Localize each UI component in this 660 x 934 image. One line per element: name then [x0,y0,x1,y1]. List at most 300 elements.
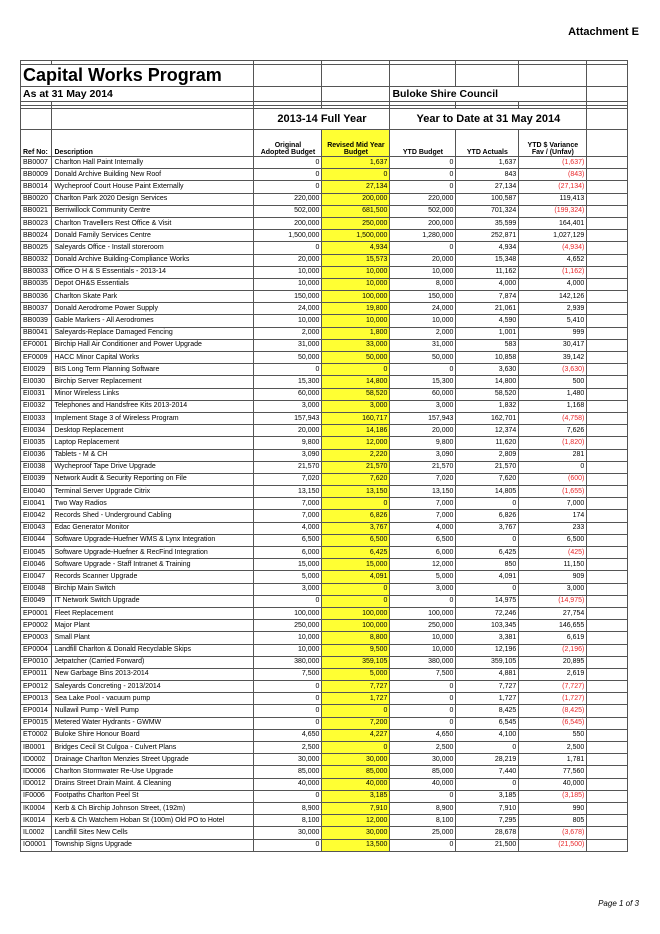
cell-ytd-actuals: 7,295 [456,815,519,827]
cell-ref: IK0014 [21,815,52,827]
cell-ytd-actuals: 162,701 [456,412,519,424]
cell-original-budget: 8,900 [254,802,322,814]
cell-variance: (1,655) [519,486,587,498]
cell-original-budget: 15,300 [254,376,322,388]
cell-original-budget: 30,000 [254,754,322,766]
cell-description: Birchip Main Switch [52,583,254,595]
cell-original-budget: 7,020 [254,473,322,485]
cell-revised-budget: 9,500 [322,644,390,656]
cell-ytd-actuals: 1,832 [456,400,519,412]
cell-variance: 0 [519,461,587,473]
cell-revised-budget: 12,000 [322,815,390,827]
cell-ref: BB0009 [21,169,52,181]
cell-ytd-actuals: 252,871 [456,230,519,242]
cell-spacer [587,242,628,254]
cell-ref: BB0032 [21,254,52,266]
col-header-ytd-budget: YTD Budget [390,130,456,157]
table-row [21,729,628,741]
cell-revised-budget: 33,000 [322,339,390,351]
table-row [21,364,628,376]
table-row [21,217,628,229]
cell-ytd-budget: 20,000 [390,425,456,437]
full-year-section-header: 2013-14 Full Year [254,109,390,130]
cell-ytd-budget: 12,000 [390,559,456,571]
cell-ref: ET0002 [21,729,52,741]
cell-variance: (1,820) [519,437,587,449]
cell-variance: 119,413 [519,193,587,205]
cell-spacer [587,425,628,437]
cell-revised-budget: 2,220 [322,449,390,461]
cell-original-budget: 0 [254,705,322,717]
cell-variance: 39,142 [519,352,587,364]
cell-revised-budget: 681,500 [322,205,390,217]
table-row [21,559,628,571]
cell-spacer [587,571,628,583]
cell-spacer [587,449,628,461]
cell-ytd-actuals: 2,809 [456,449,519,461]
table-row [21,437,628,449]
cell-ytd-budget: 0 [390,693,456,705]
cell-revised-budget: 19,800 [322,303,390,315]
cell-revised-budget: 50,000 [322,352,390,364]
table-row [21,595,628,607]
cell-original-budget: 6,500 [254,534,322,546]
table-row [21,705,628,717]
cell-ytd-actuals: 14,800 [456,376,519,388]
cell-ytd-budget: 380,000 [390,656,456,668]
cell-ytd-budget: 10,000 [390,266,456,278]
cell-variance: 7,626 [519,425,587,437]
cell-original-budget: 0 [254,693,322,705]
cell-variance: 11,150 [519,559,587,571]
capital-works-table [20,60,628,852]
cell-revised-budget: 40,000 [322,778,390,790]
cell-ref: EI0041 [21,498,52,510]
cell-original-budget: 10,000 [254,632,322,644]
cell-original-budget: 0 [254,364,322,376]
table-row [21,754,628,766]
cell-original-budget: 0 [254,717,322,729]
cell-ytd-budget: 220,000 [390,193,456,205]
cell-variance: (6,545) [519,717,587,729]
cell-ytd-actuals: 7,874 [456,291,519,303]
cell-ref: EI0032 [21,400,52,412]
table-row [21,766,628,778]
cell-variance: (8,425) [519,705,587,717]
cell-original-budget: 200,000 [254,217,322,229]
cell-ref: IO0001 [21,839,52,851]
cell-revised-budget: 0 [322,169,390,181]
col-header-original-budget: Original Adopted Budget [254,130,322,157]
cell-variance: 1,168 [519,400,587,412]
cell-ytd-budget: 10,000 [390,315,456,327]
cell-ytd-budget: 7,000 [390,498,456,510]
cell-variance: (2,196) [519,644,587,656]
cell-description: Jetpatcher (Carried Forward) [52,656,254,668]
cell-ytd-actuals: 0 [456,583,519,595]
cell-spacer [587,754,628,766]
cell-description: Landfill Charlton & Donald Recyclable Skips [52,644,254,656]
cell-ref: EI0042 [21,510,52,522]
cell-original-budget: 50,000 [254,352,322,364]
cell-spacer [587,388,628,400]
cell-spacer [587,437,628,449]
cell-spacer [587,412,628,424]
cell-variance: (425) [519,547,587,559]
cell-ytd-budget: 85,000 [390,766,456,778]
cell-ref: BB0020 [21,193,52,205]
cell-original-budget: 60,000 [254,388,322,400]
cell-revised-budget: 3,000 [322,400,390,412]
cell-original-budget: 40,000 [254,778,322,790]
cell-description: Implement Stage 3 of Wireless Program [52,412,254,424]
table-row [21,839,628,851]
cell-spacer [587,339,628,351]
cell-variance: 20,895 [519,656,587,668]
cell-ytd-actuals: 3,630 [456,364,519,376]
cell-description: Nullawil Pump - Well Pump [52,705,254,717]
cell-ytd-budget: 0 [390,157,456,169]
cell-revised-budget: 0 [322,742,390,754]
cell-ytd-actuals: 7,620 [456,473,519,485]
cell-variance: 233 [519,522,587,534]
cell-ref: EP0014 [21,705,52,717]
cell-ytd-actuals: 6,826 [456,510,519,522]
cell-original-budget: 220,000 [254,193,322,205]
cell-original-budget: 3,090 [254,449,322,461]
cell-ref: EP0002 [21,620,52,632]
table-row [21,571,628,583]
cell-ytd-actuals: 12,196 [456,644,519,656]
cell-ytd-actuals: 21,570 [456,461,519,473]
table-row [21,327,628,339]
page-number: Page 1 of 3 [598,899,639,908]
cell-spacer [587,656,628,668]
cell-original-budget: 21,570 [254,461,322,473]
cell-ref: BB0014 [21,181,52,193]
cell-ytd-actuals: 28,219 [456,754,519,766]
cell-variance: (14,975) [519,595,587,607]
cell-spacer [587,217,628,229]
cell-description: Telephones and Handsfree Kits 2013-2014 [52,400,254,412]
cell-ytd-actuals: 1,727 [456,693,519,705]
cell-description: Edac Generator Monitor [52,522,254,534]
cell-ytd-actuals: 8,425 [456,705,519,717]
cell-description: Two Way Radios [52,498,254,510]
cell-ref: BB0041 [21,327,52,339]
table-row [21,547,628,559]
cell-original-budget: 2,000 [254,327,322,339]
cell-ref: EI0034 [21,425,52,437]
cell-variance: (21,500) [519,839,587,851]
cell-ref: ID0006 [21,766,52,778]
cell-ytd-budget: 6,000 [390,547,456,559]
cell-original-budget: 157,943 [254,412,322,424]
cell-description: Charlton Travellers Rest Office & Visit [52,217,254,229]
cell-description: Birchip Server Replacement [52,376,254,388]
table-row [21,181,628,193]
cell-spacer [587,327,628,339]
cell-revised-budget: 7,910 [322,802,390,814]
cell-ref: IK0004 [21,802,52,814]
cell-ytd-budget: 2,500 [390,742,456,754]
cell-variance: 4,000 [519,278,587,290]
cell-spacer [587,778,628,790]
cell-revised-budget: 160,717 [322,412,390,424]
cell-original-budget: 0 [254,157,322,169]
cell-ytd-actuals: 11,620 [456,437,519,449]
cell-revised-budget: 3,185 [322,790,390,802]
cell-ytd-actuals: 3,185 [456,790,519,802]
cell-description: Charlton Skate Park [52,291,254,303]
table-row [21,510,628,522]
cell-ref: EF0009 [21,352,52,364]
cell-description: Records Shed - Underground Cabling [52,510,254,522]
cell-description: Minor Wireless Links [52,388,254,400]
cell-spacer [587,352,628,364]
cell-ref: EI0035 [21,437,52,449]
cell-ref: EI0031 [21,388,52,400]
cell-ytd-actuals: 7,910 [456,802,519,814]
cell-description: Wycheproof Court House Paint Externally [52,181,254,193]
cell-original-budget: 8,100 [254,815,322,827]
cell-revised-budget: 6,826 [322,510,390,522]
cell-original-budget: 7,000 [254,498,322,510]
cell-revised-budget: 4,091 [322,571,390,583]
cell-ytd-budget: 7,020 [390,473,456,485]
cell-description: Donald Aerodrome Power Supply [52,303,254,315]
cell-original-budget: 3,000 [254,400,322,412]
cell-ytd-budget: 1,280,000 [390,230,456,242]
cell-ref: EI0049 [21,595,52,607]
cell-ytd-actuals: 11,162 [456,266,519,278]
cell-revised-budget: 10,000 [322,266,390,278]
cell-revised-budget: 30,000 [322,827,390,839]
cell-variance: 1,027,129 [519,230,587,242]
cell-revised-budget: 1,727 [322,693,390,705]
table-row [21,473,628,485]
table-row [21,498,628,510]
cell-description: Wycheproof Tape Drive Upgrade [52,461,254,473]
cell-spacer [587,583,628,595]
cell-revised-budget: 4,934 [322,242,390,254]
cell-variance: (4,934) [519,242,587,254]
cell-ref: EI0033 [21,412,52,424]
cell-description: Kerb & Ch Birchip Johnson Street, (192m) [52,802,254,814]
cell-variance: 805 [519,815,587,827]
cell-revised-budget: 0 [322,583,390,595]
cell-ytd-actuals: 1,001 [456,327,519,339]
cell-ytd-budget: 7,000 [390,510,456,522]
cell-description: Township Signs Upgrade [52,839,254,851]
cell-description: Software Upgrade-Huefner & RecFind Integration [52,547,254,559]
cell-revised-budget: 250,000 [322,217,390,229]
cell-spacer [587,766,628,778]
cell-ref: EI0040 [21,486,52,498]
cell-spacer [587,169,628,181]
cell-spacer [587,644,628,656]
table-row [21,193,628,205]
cell-ytd-actuals: 35,599 [456,217,519,229]
ytd-section-header: Year to Date at 31 May 2014 [390,109,587,130]
cell-variance: 164,401 [519,217,587,229]
cell-original-budget: 0 [254,681,322,693]
cell-ytd-actuals: 359,105 [456,656,519,668]
table-row [21,534,628,546]
table-row [21,242,628,254]
cell-description: Saleyards-Replace Damaged Fencing [52,327,254,339]
cell-ytd-budget: 200,000 [390,217,456,229]
cell-original-budget: 31,000 [254,339,322,351]
cell-spacer [587,254,628,266]
cell-ytd-budget: 10,000 [390,632,456,644]
attachment-label: Attachment E [568,26,639,38]
cell-spacer [587,303,628,315]
table-row [21,425,628,437]
cell-ref: EP0010 [21,656,52,668]
cell-revised-budget: 14,186 [322,425,390,437]
cell-spacer [587,230,628,242]
cell-revised-budget: 100,000 [322,607,390,619]
table-row [21,522,628,534]
cell-original-budget: 0 [254,181,322,193]
cell-ytd-budget: 8,900 [390,802,456,814]
cell-revised-budget: 0 [322,705,390,717]
cell-ref: BB0025 [21,242,52,254]
cell-revised-budget: 1,800 [322,327,390,339]
cell-ref: EI0048 [21,583,52,595]
cell-variance: 174 [519,510,587,522]
table-row [21,352,628,364]
cell-variance: 2,500 [519,742,587,754]
cell-variance: (4,758) [519,412,587,424]
table-row [21,778,628,790]
cell-description: Network Audit & Security Reporting on File [52,473,254,485]
cell-description: New Garbage Bins 2013-2014 [52,668,254,680]
cell-description: Buloke Shire Honour Board [52,729,254,741]
cell-revised-budget: 12,000 [322,437,390,449]
cell-variance: (3,630) [519,364,587,376]
cell-ytd-actuals: 6,545 [456,717,519,729]
cell-original-budget: 0 [254,595,322,607]
cell-spacer [587,681,628,693]
cell-revised-budget: 13,500 [322,839,390,851]
cell-revised-budget: 1,637 [322,157,390,169]
cell-ytd-budget: 0 [390,595,456,607]
cell-ref: EI0029 [21,364,52,376]
cell-ytd-actuals: 12,374 [456,425,519,437]
cell-description: Metered Water Hydrants - GWMW [52,717,254,729]
cell-original-budget: 85,000 [254,766,322,778]
cell-variance: 550 [519,729,587,741]
table-row [21,583,628,595]
cell-revised-budget: 4,227 [322,729,390,741]
cell-description: Depot OH&S Essentials [52,278,254,290]
cell-revised-budget: 85,000 [322,766,390,778]
cell-spacer [587,668,628,680]
cell-ytd-budget: 150,000 [390,291,456,303]
table-row [21,717,628,729]
table-row [21,620,628,632]
cell-ytd-actuals: 3,767 [456,522,519,534]
cell-ytd-budget: 0 [390,242,456,254]
cell-description: Major Plant [52,620,254,632]
as-at-date: As at 31 May 2014 [21,87,254,102]
cell-original-budget: 9,800 [254,437,322,449]
cell-variance: (843) [519,169,587,181]
cell-ytd-actuals: 0 [456,534,519,546]
cell-ref: EI0043 [21,522,52,534]
cell-ytd-budget: 3,000 [390,400,456,412]
cell-variance: (1,162) [519,266,587,278]
cell-spacer [587,157,628,169]
cell-description: Terminal Server Upgrade Citrix [52,486,254,498]
cell-ytd-actuals: 4,000 [456,278,519,290]
cell-ytd-actuals: 583 [456,339,519,351]
cell-description: Footpaths Charlton Peel St [52,790,254,802]
cell-ref: BB0007 [21,157,52,169]
cell-original-budget: 10,000 [254,266,322,278]
table-row [21,254,628,266]
cell-ytd-actuals: 1,637 [456,157,519,169]
cell-description: Software Upgrade - Staff Intranet & Training [52,559,254,571]
cell-ytd-budget: 0 [390,790,456,802]
cell-variance: 1,781 [519,754,587,766]
cell-ytd-actuals: 3,381 [456,632,519,644]
cell-ytd-actuals: 6,425 [456,547,519,559]
cell-original-budget: 24,000 [254,303,322,315]
cell-variance: (600) [519,473,587,485]
col-header-ytd-actuals: YTD Actuals [456,130,519,157]
cell-original-budget: 380,000 [254,656,322,668]
cell-spacer [587,510,628,522]
cell-revised-budget: 359,105 [322,656,390,668]
cell-ytd-budget: 9,800 [390,437,456,449]
cell-ref: BB0037 [21,303,52,315]
cell-ytd-budget: 60,000 [390,388,456,400]
table-row [21,681,628,693]
cell-description: Bridges Cecil St Culgoa - Culvert Plans [52,742,254,754]
cell-variance: 7,000 [519,498,587,510]
cell-ref: IF0006 [21,790,52,802]
cell-variance: (27,134) [519,181,587,193]
table-row [21,656,628,668]
cell-variance: (3,678) [519,827,587,839]
table-row [21,339,628,351]
cell-description: Tablets - M & CH [52,449,254,461]
table-row [21,412,628,424]
cell-ref: IB0001 [21,742,52,754]
cell-revised-budget: 7,620 [322,473,390,485]
cell-description: Berriwillock Community Centre [52,205,254,217]
cell-original-budget: 100,000 [254,607,322,619]
cell-description: Charlton Hall Paint Internally [52,157,254,169]
cell-ref: ID0012 [21,778,52,790]
cell-ref: EF0001 [21,339,52,351]
cell-revised-budget: 14,800 [322,376,390,388]
cell-original-budget: 4,000 [254,522,322,534]
cell-ytd-actuals: 0 [456,742,519,754]
cell-ref: BB0021 [21,205,52,217]
cell-revised-budget: 15,000 [322,559,390,571]
cell-spacer [587,534,628,546]
table-row [21,388,628,400]
cell-spacer [587,205,628,217]
cell-variance: 3,000 [519,583,587,595]
page-title: Capital Works Program [21,65,254,87]
cell-ytd-budget: 0 [390,839,456,851]
cell-description: Desktop Replacement [52,425,254,437]
